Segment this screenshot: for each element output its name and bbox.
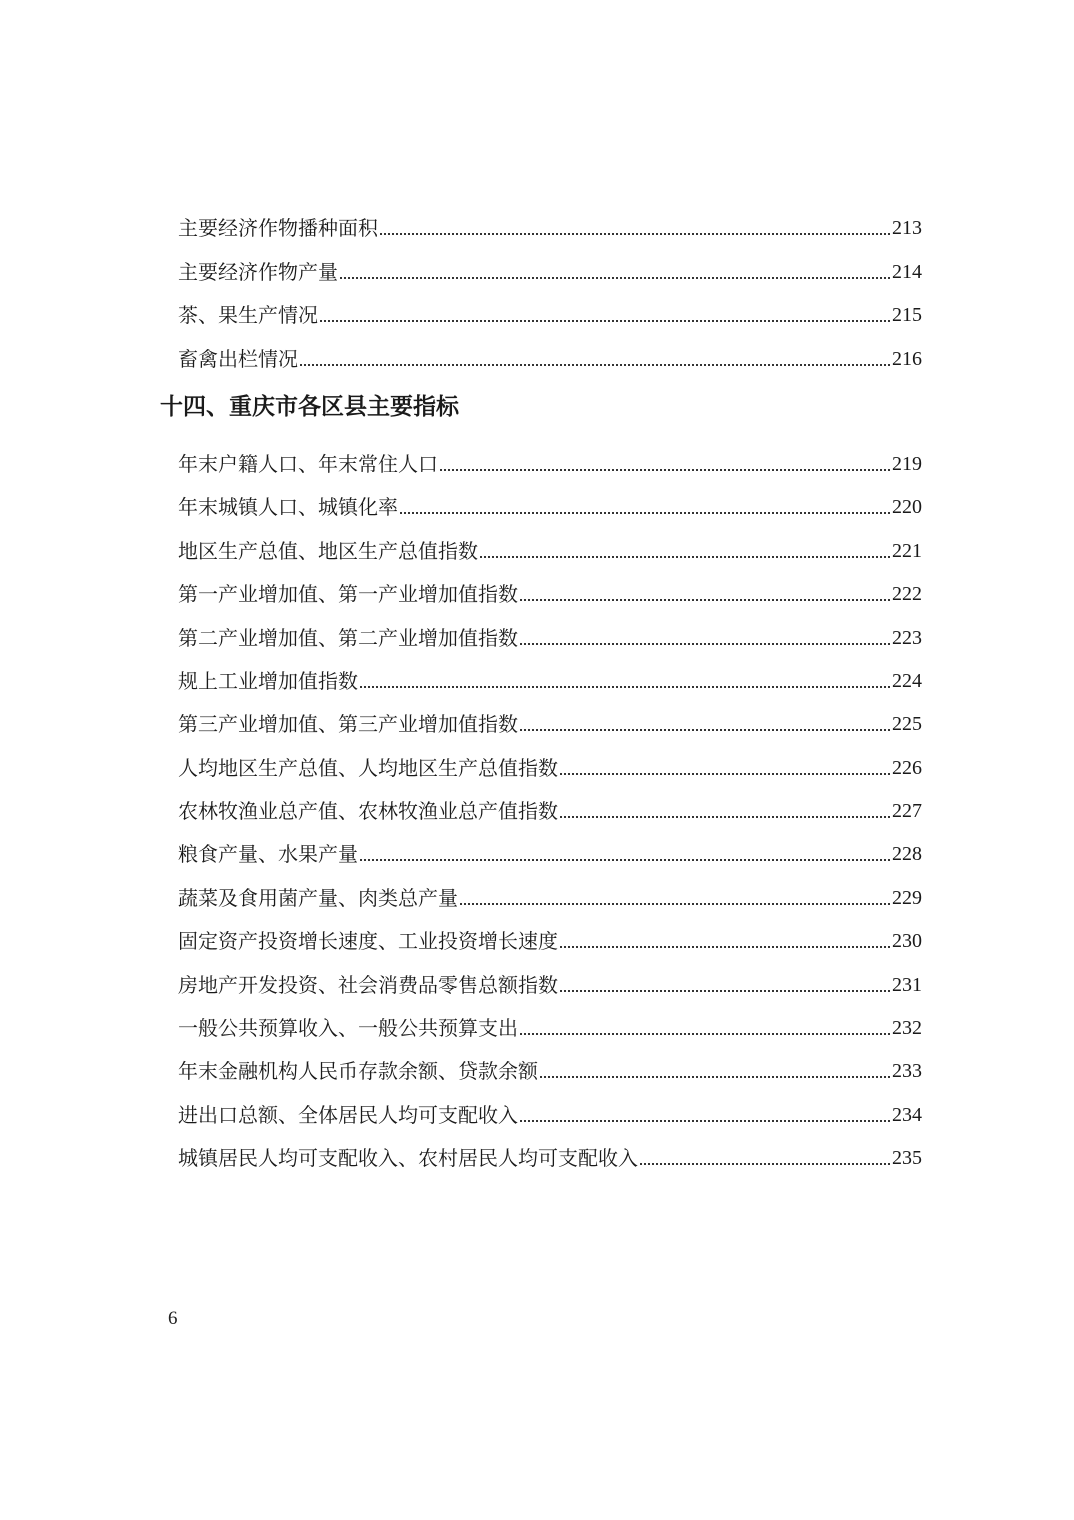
toc-entry-title: 固定资产投资增长速度、工业投资增长速度 xyxy=(178,929,558,954)
toc-entry-title: 年末城镇人口、城镇化率 xyxy=(178,495,398,520)
toc-entry-page: 216 xyxy=(892,347,922,370)
dot-leader xyxy=(520,599,890,601)
toc-entry-title: 主要经济作物播种面积 xyxy=(178,216,378,241)
toc-entry[interactable] xyxy=(160,1135,922,1178)
toc-entry-title: 进出口总额、全体居民人均可支配收入 xyxy=(178,1102,518,1127)
toc-entry-page: 231 xyxy=(892,973,922,996)
toc-entry-page: 224 xyxy=(892,669,922,692)
dot-leader xyxy=(380,233,890,235)
toc-group-before xyxy=(160,205,922,379)
toc-entry-page: 235 xyxy=(892,1147,922,1170)
toc-entry-title: 年末户籍人口、年末常住人口 xyxy=(178,451,438,476)
dot-leader xyxy=(480,556,890,558)
toc-entry[interactable] xyxy=(160,1005,922,1048)
dot-leader xyxy=(440,469,890,471)
toc-entry-page: 222 xyxy=(892,583,922,606)
toc-entry-title: 地区生产总值、地区生产总值指数 xyxy=(178,538,478,563)
toc-entry-title: 规上工业增加值指数 xyxy=(178,668,358,693)
dot-leader xyxy=(360,859,890,861)
toc-entry-page: 225 xyxy=(892,713,922,736)
toc-entry[interactable] xyxy=(160,918,922,961)
toc-entry-page: 215 xyxy=(892,304,922,327)
toc-entry-title: 一般公共预算收入、一般公共预算支出 xyxy=(178,1016,518,1041)
dot-leader xyxy=(300,364,890,366)
dot-leader xyxy=(520,1033,890,1035)
dot-leader xyxy=(640,1163,890,1165)
toc-entry[interactable] xyxy=(160,874,922,917)
toc-entry-page: 230 xyxy=(892,930,922,953)
toc-entry-page: 233 xyxy=(892,1060,922,1083)
toc-entry-title: 茶、果生产情况 xyxy=(178,303,318,328)
toc-entry-title: 主要经济作物产量 xyxy=(178,259,338,284)
toc-entry-page: 229 xyxy=(892,886,922,909)
toc-entry-page: 221 xyxy=(892,539,922,562)
toc-entry-title: 第三产业增加值、第三产业增加值指数 xyxy=(178,712,518,737)
toc-entry-page: 213 xyxy=(892,217,922,240)
toc-entry-title: 第一产业增加值、第一产业增加值指数 xyxy=(178,582,518,607)
dot-leader xyxy=(320,320,890,322)
section-heading: 十四、重庆市各区县主要指标 xyxy=(160,393,459,420)
dot-leader xyxy=(560,946,890,948)
toc-entry[interactable] xyxy=(160,614,922,657)
dot-leader xyxy=(520,729,890,731)
dot-leader xyxy=(520,1120,890,1122)
dot-leader xyxy=(360,686,890,688)
dot-leader xyxy=(560,816,890,818)
toc-entry-title: 人均地区生产总值、人均地区生产总值指数 xyxy=(178,755,558,780)
dot-leader xyxy=(460,903,890,905)
toc-entry-page: 234 xyxy=(892,1103,922,1126)
toc-entry-page: 223 xyxy=(892,626,922,649)
toc-entry-title: 畜禽出栏情况 xyxy=(178,346,298,371)
toc-entry-title: 年末金融机构人民币存款余额、贷款余额 xyxy=(178,1059,538,1084)
toc-entry[interactable] xyxy=(160,441,922,484)
toc-entry[interactable] xyxy=(160,571,922,614)
toc-entry-title: 农林牧渔业总产值、农林牧渔业总产值指数 xyxy=(178,799,558,824)
toc-entry[interactable] xyxy=(160,831,922,874)
toc-entry-title: 房地产开发投资、社会消费品零售总额指数 xyxy=(178,972,558,997)
dot-leader xyxy=(520,643,890,645)
toc-entry[interactable] xyxy=(160,205,922,248)
dot-leader xyxy=(560,773,890,775)
toc-entry[interactable] xyxy=(160,292,922,335)
toc-entry-page: 220 xyxy=(892,496,922,519)
toc-entry[interactable] xyxy=(160,961,922,1004)
toc-entry[interactable] xyxy=(160,484,922,527)
toc-entry-page: 226 xyxy=(892,756,922,779)
toc-entry-page: 232 xyxy=(892,1017,922,1040)
toc-entry[interactable] xyxy=(160,527,922,570)
toc-entry[interactable] xyxy=(160,701,922,744)
toc-entry-page: 219 xyxy=(892,452,922,475)
dot-leader xyxy=(340,277,890,279)
toc-entry-page: 227 xyxy=(892,800,922,823)
toc-entry[interactable] xyxy=(160,788,922,831)
toc-entry[interactable] xyxy=(160,1091,922,1134)
toc-entry-title: 粮食产量、水果产量 xyxy=(178,842,358,867)
toc-entry-title: 蔬菜及食用菌产量、肉类总产量 xyxy=(178,885,458,910)
toc-entry[interactable] xyxy=(160,1048,922,1091)
table-of-contents xyxy=(160,205,922,1178)
toc-entry-page: 228 xyxy=(892,843,922,866)
page-number: 6 xyxy=(168,1308,178,1329)
toc-group-after xyxy=(160,441,922,1179)
toc-entry[interactable] xyxy=(160,335,922,378)
toc-entry-title: 城镇居民人均可支配收入、农村居民人均可支配收入 xyxy=(178,1146,638,1171)
toc-entry[interactable] xyxy=(160,658,922,701)
dot-leader xyxy=(400,512,890,514)
toc-entry[interactable] xyxy=(160,248,922,291)
dot-leader xyxy=(560,990,890,992)
toc-entry[interactable] xyxy=(160,744,922,787)
toc-entry-page: 214 xyxy=(892,260,922,283)
dot-leader xyxy=(540,1076,890,1078)
toc-entry-title: 第二产业增加值、第二产业增加值指数 xyxy=(178,625,518,650)
